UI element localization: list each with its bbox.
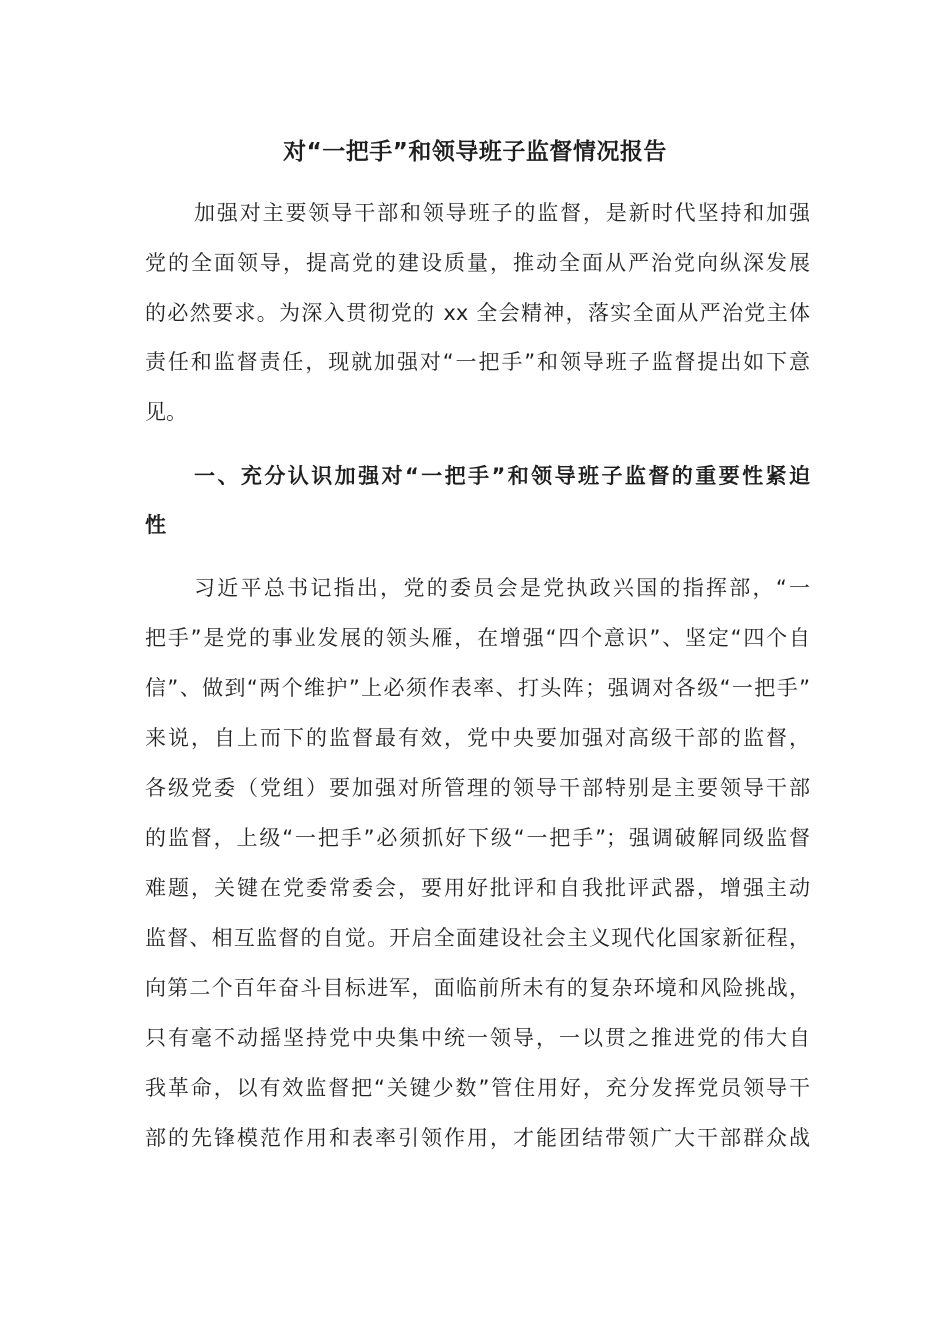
body-line: 信”、做到“两个维护”上必须作表率、打头阵；强调对各级“一把手”	[145, 676, 810, 700]
body-line: 来说，自上而下的监督最有效，党中央要加强对高级干部的监督，	[145, 726, 810, 750]
section-heading-line: 一、充分认识加强对“一把手”和领导班子监督的重要性紧迫	[194, 464, 810, 488]
body-line: 各级党委（党组）要加强对所管理的领导干部特别是主要领导干部	[145, 776, 810, 800]
body-line: 监督、相互监督的自觉。开启全面建设社会主义现代化国家新征程，	[145, 926, 810, 950]
section-heading-line: 性	[145, 513, 166, 537]
intro-line: 见。	[145, 400, 187, 424]
intro-line: 的必然要求。为深入贯彻党的 xx 全会精神，落实全面从严治党主体	[145, 301, 810, 325]
body-line: 向第二个百年奋斗目标进军，面临前所未有的复杂环境和风险挑战，	[145, 976, 810, 1000]
body-line: 习近平总书记指出，党的委员会是党执政兴国的指挥部，“一	[194, 576, 810, 600]
body-line: 把手”是党的事业发展的领头雁，在增强“四个意识”、坚定“四个自	[145, 626, 810, 650]
body-line: 只有毫不动摇坚持党中央集中统一领导，一以贯之推进党的伟大自	[145, 1026, 810, 1050]
intro-line: 加强对主要领导干部和领导班子的监督，是新时代坚持和加强	[194, 201, 810, 225]
body-line: 难题，关键在党委常委会，要用好批评和自我批评武器，增强主动	[145, 876, 810, 900]
body-line: 我革命，以有效监督把“关键少数”管住用好，充分发挥党员领导干	[145, 1076, 810, 1100]
document-title: 对“一把手”和领导班子监督情况报告	[283, 139, 667, 165]
intro-line: 责任和监督责任，现就加强对“一把手”和领导班子监督提出如下意	[145, 350, 810, 374]
body-line: 的监督，上级“一把手”必须抓好下级“一把手”；强调破解同级监督	[145, 826, 810, 850]
intro-line: 党的全面领导，提高党的建设质量，推动全面从严治党向纵深发展	[145, 251, 810, 275]
body-line: 部的先锋模范作用和表率引领作用，才能团结带领广大干部群众战	[145, 1126, 810, 1150]
